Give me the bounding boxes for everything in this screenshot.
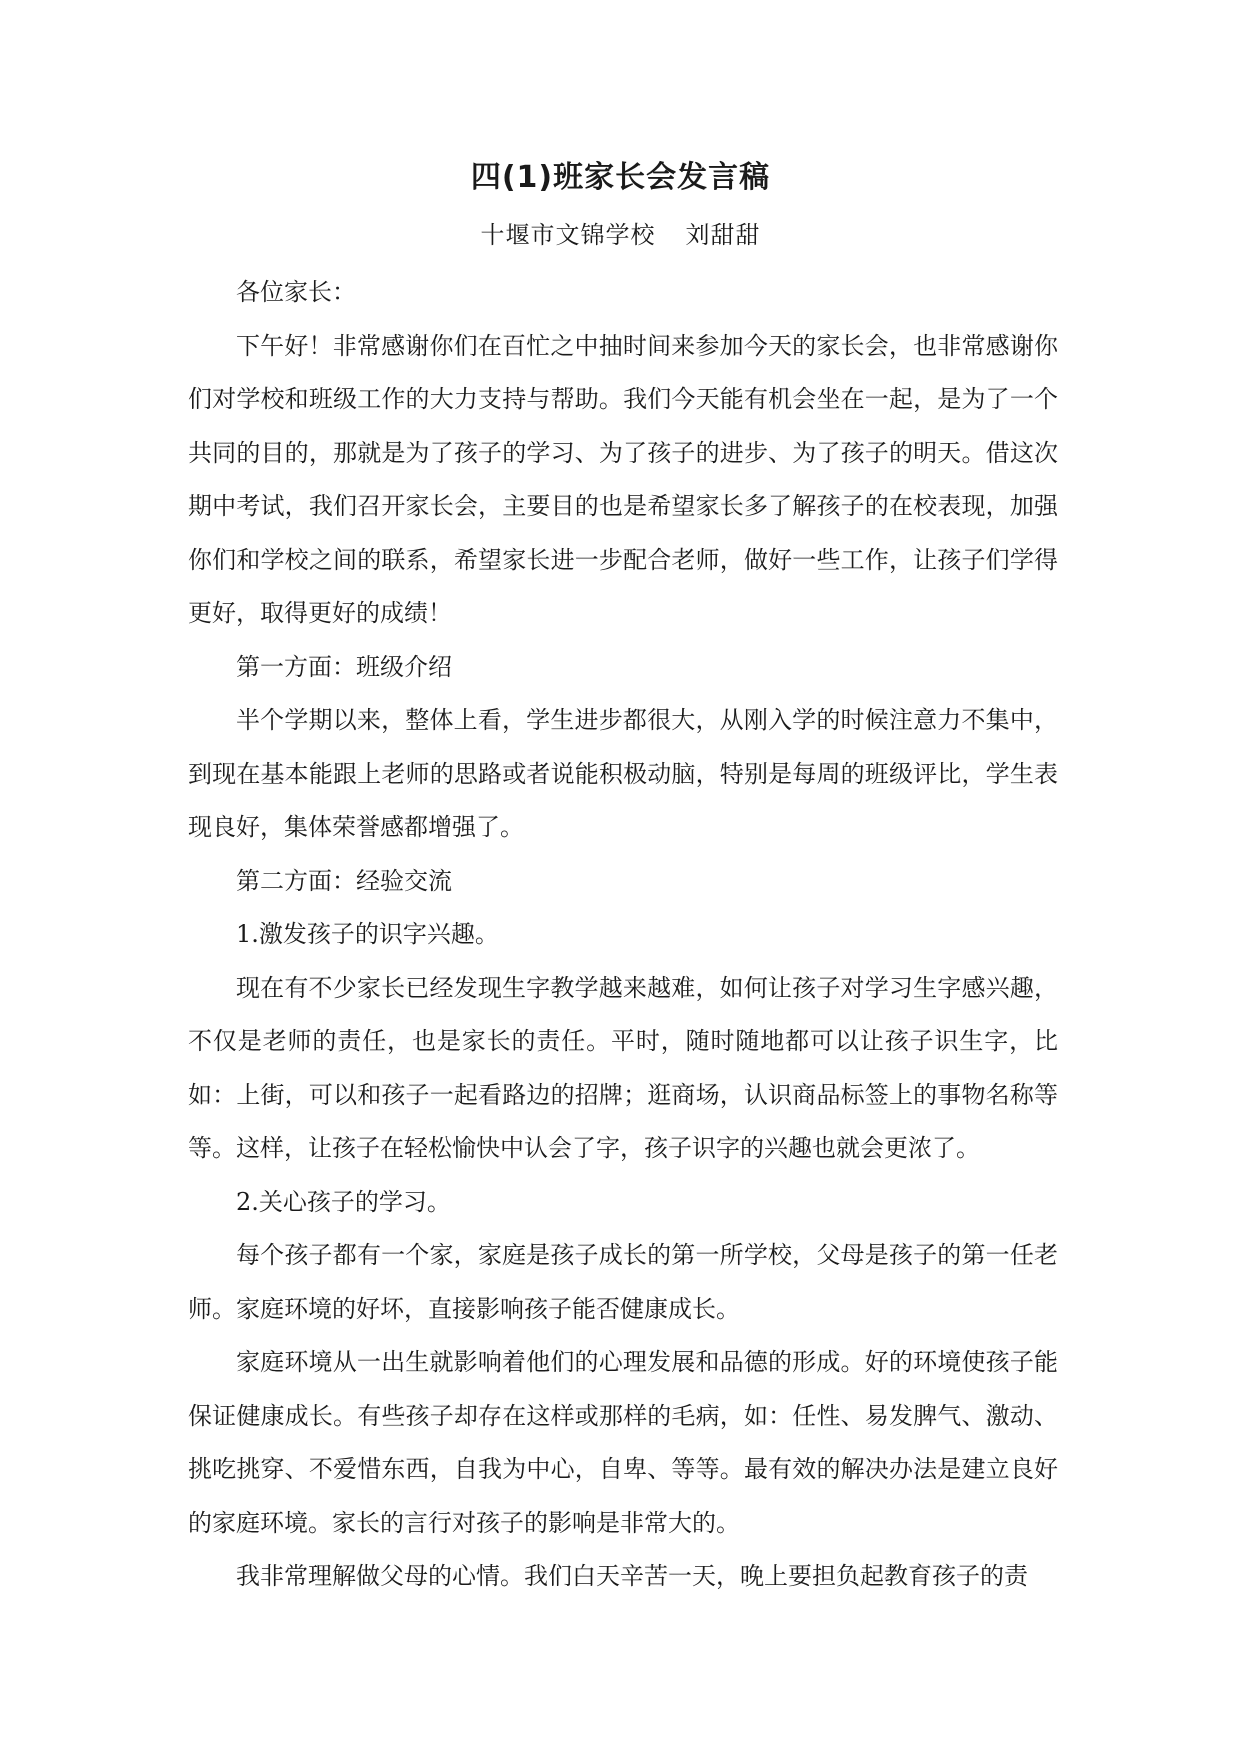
document-title: 四(1)班家长会发言稿 <box>470 160 771 195</box>
paragraph-parents-feelings: 我非常理解做父母的心情。我们白天辛苦一天，晚上要担负起教育孩子的责 <box>236 1562 1028 1590</box>
paragraph-literacy-interest: 现在有不少家长已经发现生字教学越来越难，如何让孩子对学习生字感兴趣，不仅是老师的责任，也是家长的责任。平时，随时随地都可以让孩子识生字，比如：上街，可以和孩子一起看路边的招牌；逛商场，认识商品标签上的事物名称等等。这样，让孩子在轻松愉快中认会了字，孩子识字的兴趣也就会更浓了。 <box>188 973 1058 1162</box>
subheading-care-for-study: 2.关心孩子的学习。 <box>236 1187 451 1216</box>
document-body <box>188 266 1058 1604</box>
subheading-literacy-interest: 1.激发孩子的识字兴趣。 <box>236 920 499 948</box>
paragraph-greeting: 下午好！非常感谢你们在百忙之中抽时间来参加今天的家长会，也非常感谢你们对学校和班级工作的大力支持与帮助。我们今天能有机会坐在一起，是为了一个共同的目的，那就是为了孩子的学习、为了孩子的进步、为了孩子的明天。借这次期中考试，我们召开家长会，主要目的也是希望家长多了解孩子的在校表现，加强你们和学校之间的联系，希望家长进一步配合老师，做好一些工作，让孩子们学得更好，取得更好的成绩！ <box>188 331 1058 627</box>
paragraph-family-environment: 家庭环境从一出生就影响着他们的心理发展和品德的形成。好的环境使孩子能保证健康成长。有些孩子却存在这样或那样的毛病，如：任性、易发脾气、激动、挑吃挑穿、不爱惜东西，自我为中心，自卑、等等。最有效的解决办法是建立良好的家庭环境。家长的言行对孩子的影响是非常大的。 <box>188 1348 1058 1537</box>
paragraph-family-school: 每个孩子都有一个家，家庭是孩子成长的第一所学校，父母是孩子的第一任老师。家庭环境的好坏，直接影响孩子能否健康成长。 <box>188 1241 1058 1323</box>
section-heading-class-intro: 第一方面：班级介绍 <box>236 652 452 681</box>
paragraph-class-intro: 半个学期以来，整体上看，学生进步都很大，从刚入学的时候注意力不集中，到现在基本能跟上老师的思路或者说能积极动脑，特别是每周的班级评比，学生表现良好，集体荣誉感都增强了。 <box>188 706 1058 841</box>
author-name: 刘甜甜 <box>685 221 761 249</box>
section-heading-experience: 第二方面：经验交流 <box>236 866 452 895</box>
salutation: 各位家长： <box>236 278 356 306</box>
document-author-line <box>0 218 1241 252</box>
author-school: 十堰市文锦学校 <box>480 221 656 249</box>
